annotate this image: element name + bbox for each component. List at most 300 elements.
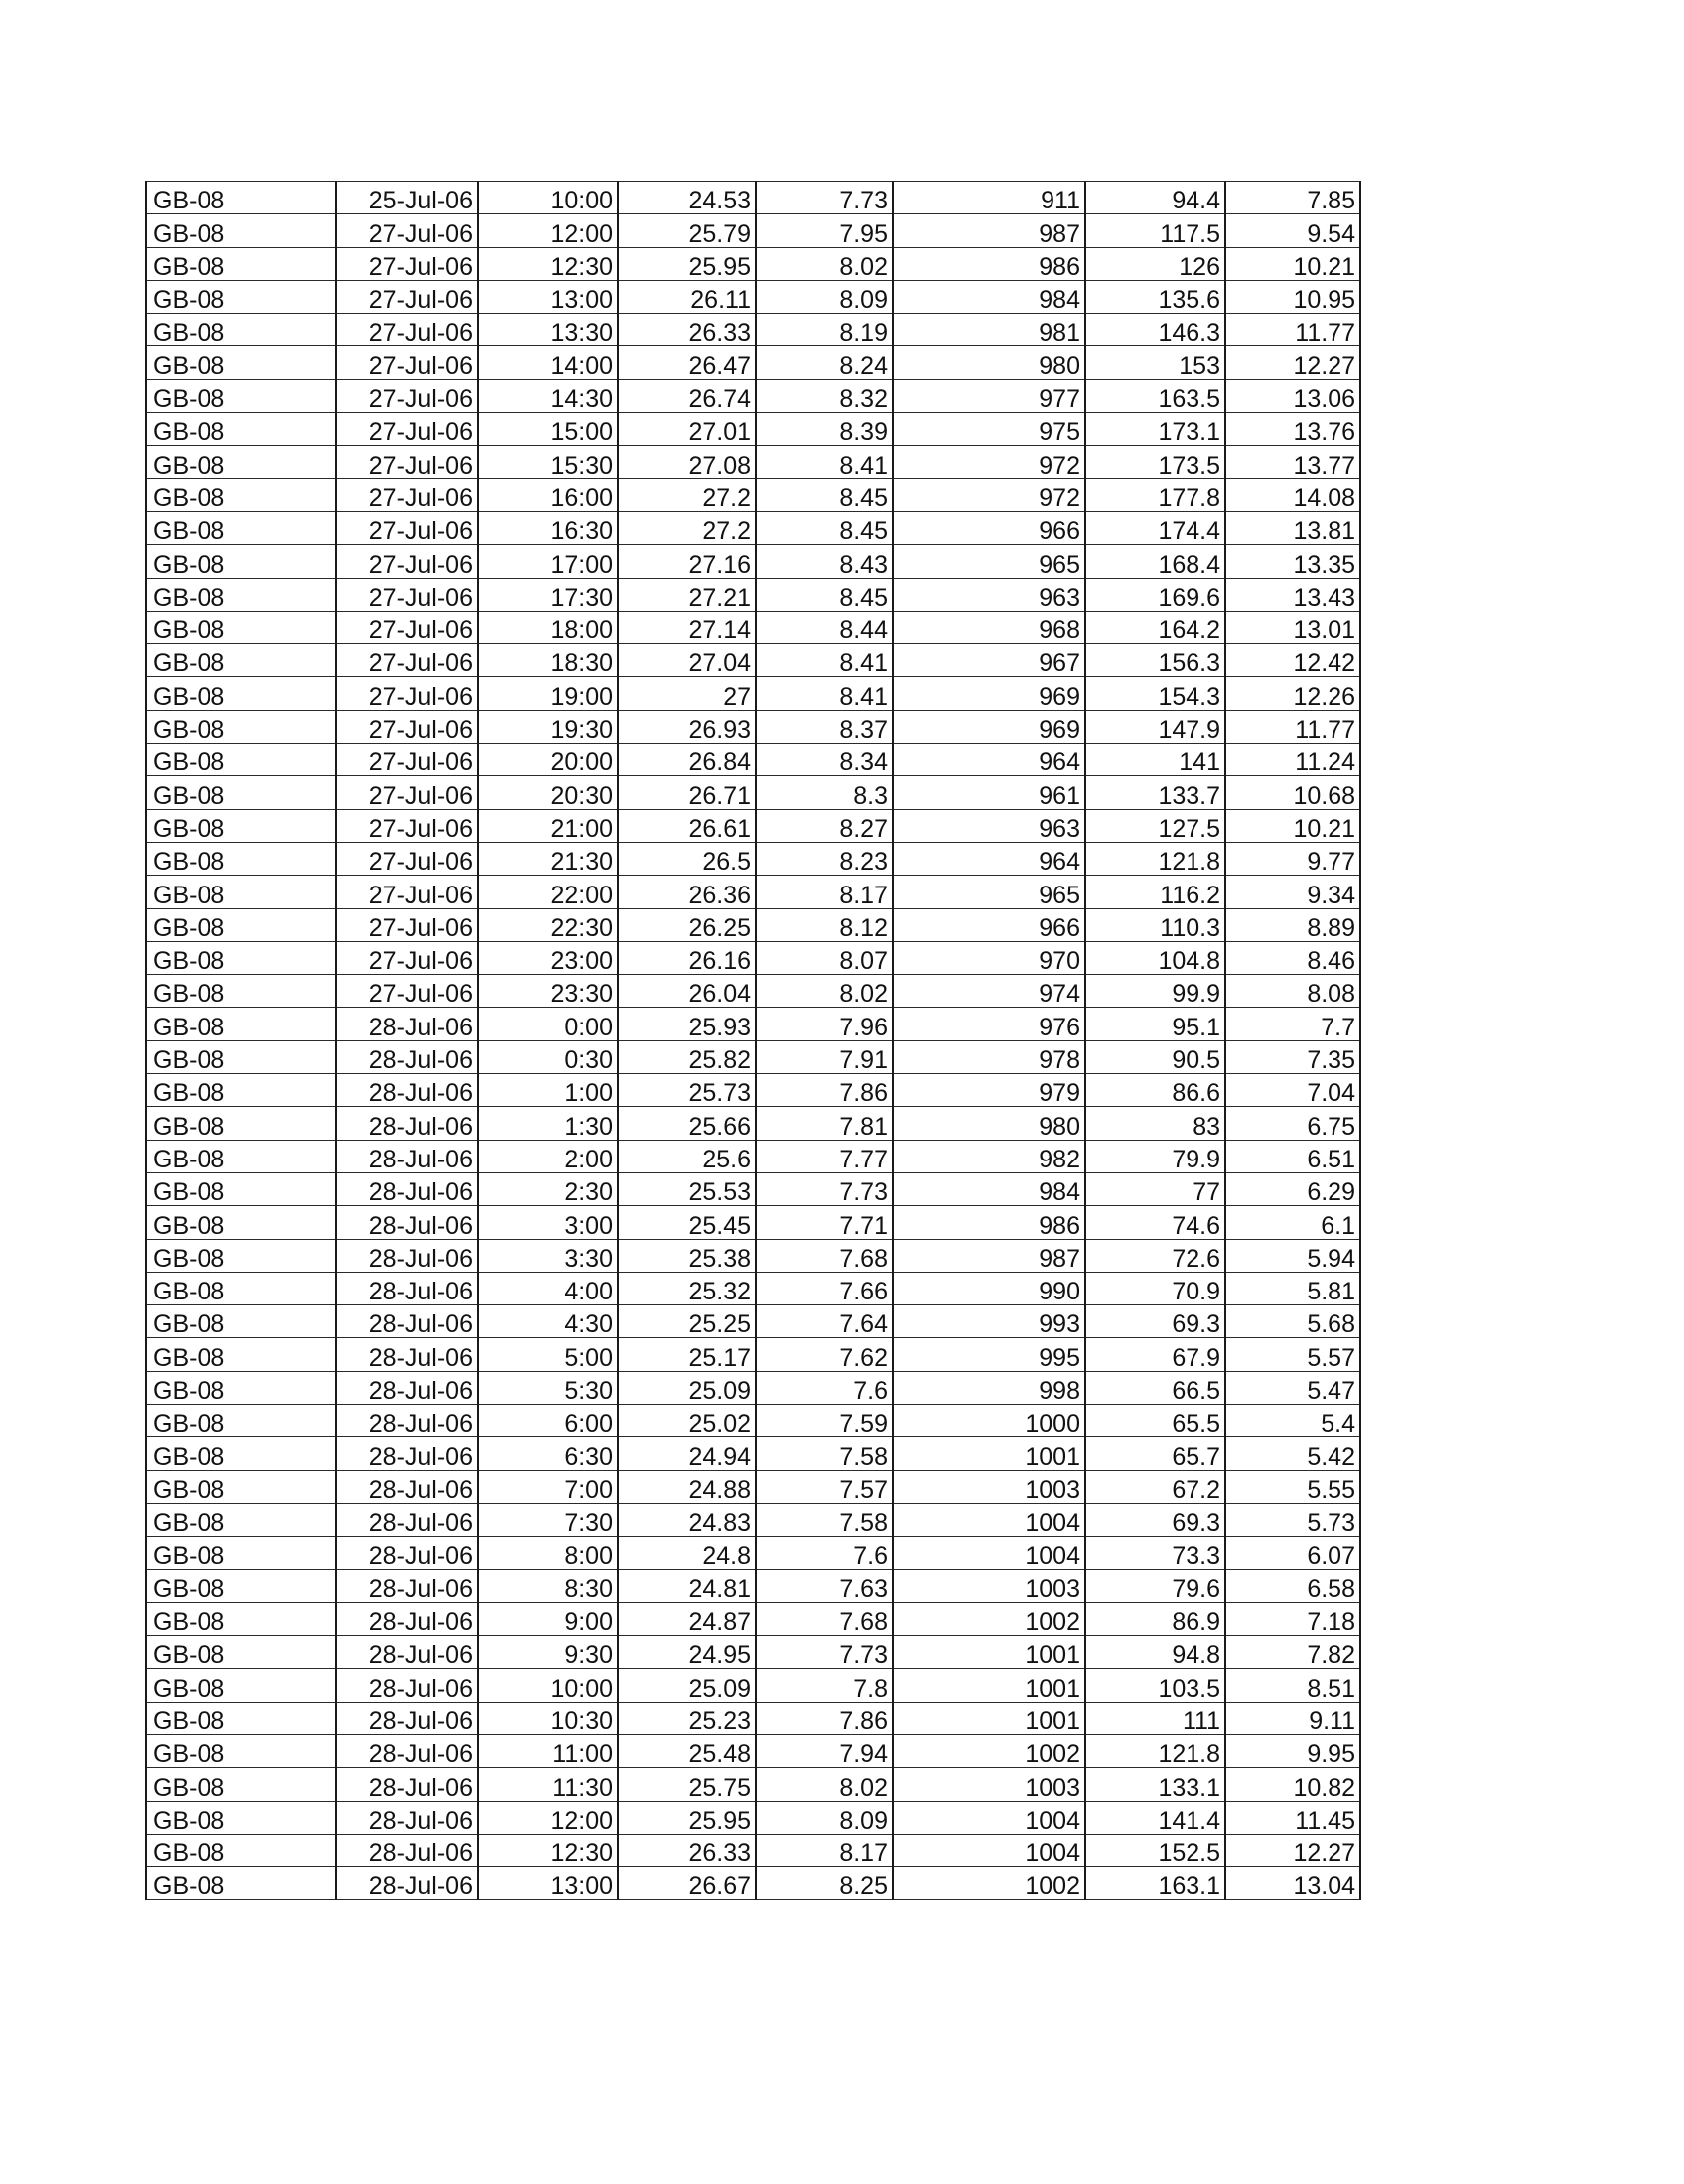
value-cell-5: 5.68: [1225, 1305, 1360, 1338]
date-cell: 28-Jul-06: [336, 1702, 478, 1734]
value-cell-3: 1003: [893, 1768, 1085, 1801]
table-row: [146, 809, 1360, 842]
time-cell: 13:30: [478, 314, 618, 346]
date-cell: 27-Jul-06: [336, 710, 478, 743]
station-cell: GB-08: [146, 1602, 336, 1635]
value-cell-5: 12.26: [1225, 677, 1360, 710]
value-cell-3: 1004: [893, 1834, 1085, 1866]
date-cell: 27-Jul-06: [336, 247, 478, 280]
date-cell: 28-Jul-06: [336, 1371, 478, 1404]
value-cell-4: 164.2: [1085, 611, 1225, 643]
value-cell-3: 976: [893, 1008, 1085, 1040]
value-cell-2: 7.57: [756, 1470, 893, 1503]
value-cell-1: 25.82: [618, 1040, 756, 1073]
value-cell-4: 153: [1085, 346, 1225, 379]
value-cell-4: 110.3: [1085, 908, 1225, 941]
value-cell-5: 5.57: [1225, 1338, 1360, 1371]
table-row: [146, 379, 1360, 412]
station-cell: GB-08: [146, 346, 336, 379]
time-cell: 10:00: [478, 1669, 618, 1702]
value-cell-2: 7.68: [756, 1239, 893, 1272]
value-cell-4: 135.6: [1085, 280, 1225, 313]
value-cell-3: 1004: [893, 1537, 1085, 1570]
value-cell-4: 111: [1085, 1702, 1225, 1734]
value-cell-1: 27.01: [618, 413, 756, 446]
value-cell-5: 12.42: [1225, 644, 1360, 677]
value-cell-3: 1003: [893, 1570, 1085, 1602]
value-cell-1: 24.95: [618, 1636, 756, 1669]
value-cell-1: 27.08: [618, 446, 756, 478]
value-cell-1: 26.93: [618, 710, 756, 743]
table-row: [146, 1140, 1360, 1172]
value-cell-1: 24.8: [618, 1537, 756, 1570]
value-cell-2: 7.73: [756, 1172, 893, 1205]
station-cell: GB-08: [146, 1867, 336, 1900]
value-cell-2: 8.23: [756, 842, 893, 875]
date-cell: 27-Jul-06: [336, 346, 478, 379]
value-cell-1: 26.74: [618, 379, 756, 412]
value-cell-1: 25.95: [618, 1801, 756, 1834]
date-cell: 27-Jul-06: [336, 545, 478, 578]
value-cell-5: 13.06: [1225, 379, 1360, 412]
value-cell-5: 13.01: [1225, 611, 1360, 643]
value-cell-3: 968: [893, 611, 1085, 643]
value-cell-5: 5.55: [1225, 1470, 1360, 1503]
value-cell-2: 7.64: [756, 1305, 893, 1338]
value-cell-1: 26.04: [618, 975, 756, 1008]
table-body: [146, 182, 1360, 1900]
value-cell-4: 141: [1085, 744, 1225, 776]
value-cell-5: 7.7: [1225, 1008, 1360, 1040]
value-cell-4: 86.9: [1085, 1602, 1225, 1635]
time-cell: 1:00: [478, 1074, 618, 1107]
time-cell: 0:30: [478, 1040, 618, 1073]
station-cell: GB-08: [146, 1734, 336, 1767]
value-cell-3: 1004: [893, 1503, 1085, 1536]
value-cell-3: 965: [893, 876, 1085, 908]
station-cell: GB-08: [146, 1470, 336, 1503]
value-cell-3: 974: [893, 975, 1085, 1008]
station-cell: GB-08: [146, 182, 336, 214]
value-cell-5: 5.81: [1225, 1272, 1360, 1304]
value-cell-4: 116.2: [1085, 876, 1225, 908]
value-cell-1: 27.04: [618, 644, 756, 677]
time-cell: 12:30: [478, 1834, 618, 1866]
table-row: [146, 1834, 1360, 1866]
value-cell-4: 67.9: [1085, 1338, 1225, 1371]
table-row: [146, 644, 1360, 677]
value-cell-4: 103.5: [1085, 1669, 1225, 1702]
time-cell: 13:00: [478, 1867, 618, 1900]
value-cell-4: 66.5: [1085, 1371, 1225, 1404]
value-cell-1: 26.47: [618, 346, 756, 379]
date-cell: 28-Jul-06: [336, 1140, 478, 1172]
value-cell-3: 963: [893, 578, 1085, 611]
table-row: [146, 776, 1360, 809]
value-cell-2: 8.19: [756, 314, 893, 346]
station-cell: GB-08: [146, 1834, 336, 1866]
date-cell: 27-Jul-06: [336, 280, 478, 313]
date-cell: 27-Jul-06: [336, 941, 478, 974]
value-cell-5: 7.82: [1225, 1636, 1360, 1669]
value-cell-2: 7.86: [756, 1702, 893, 1734]
value-cell-1: 24.83: [618, 1503, 756, 1536]
time-cell: 19:30: [478, 710, 618, 743]
station-cell: GB-08: [146, 941, 336, 974]
value-cell-5: 10.82: [1225, 1768, 1360, 1801]
value-cell-4: 86.6: [1085, 1074, 1225, 1107]
value-cell-3: 977: [893, 379, 1085, 412]
date-cell: 28-Jul-06: [336, 1768, 478, 1801]
value-cell-4: 77: [1085, 1172, 1225, 1205]
value-cell-3: 961: [893, 776, 1085, 809]
value-cell-5: 6.07: [1225, 1537, 1360, 1570]
table-row: [146, 578, 1360, 611]
table-row: [146, 446, 1360, 478]
value-cell-4: 65.7: [1085, 1437, 1225, 1470]
value-cell-1: 25.48: [618, 1734, 756, 1767]
value-cell-5: 7.04: [1225, 1074, 1360, 1107]
station-cell: GB-08: [146, 1008, 336, 1040]
value-cell-2: 7.58: [756, 1503, 893, 1536]
time-cell: 20:00: [478, 744, 618, 776]
value-cell-5: 10.21: [1225, 247, 1360, 280]
value-cell-2: 8.17: [756, 876, 893, 908]
time-cell: 16:30: [478, 511, 618, 544]
table-row: [146, 941, 1360, 974]
station-cell: GB-08: [146, 1107, 336, 1140]
value-cell-5: 6.75: [1225, 1107, 1360, 1140]
value-cell-4: 95.1: [1085, 1008, 1225, 1040]
value-cell-3: 1001: [893, 1437, 1085, 1470]
value-cell-1: 26.16: [618, 941, 756, 974]
station-cell: GB-08: [146, 744, 336, 776]
time-cell: 5:30: [478, 1371, 618, 1404]
value-cell-4: 168.4: [1085, 545, 1225, 578]
value-cell-2: 7.91: [756, 1040, 893, 1073]
station-cell: GB-08: [146, 611, 336, 643]
value-cell-1: 25.17: [618, 1338, 756, 1371]
value-cell-4: 173.5: [1085, 446, 1225, 478]
time-cell: 9:30: [478, 1636, 618, 1669]
value-cell-3: 1003: [893, 1470, 1085, 1503]
station-cell: GB-08: [146, 1074, 336, 1107]
time-cell: 18:30: [478, 644, 618, 677]
time-cell: 8:00: [478, 1537, 618, 1570]
value-cell-3: 969: [893, 677, 1085, 710]
value-cell-1: 25.02: [618, 1404, 756, 1436]
value-cell-5: 11.45: [1225, 1801, 1360, 1834]
value-cell-5: 6.51: [1225, 1140, 1360, 1172]
data-table: [145, 181, 1361, 1900]
value-cell-2: 7.6: [756, 1371, 893, 1404]
value-cell-3: 972: [893, 446, 1085, 478]
value-cell-1: 25.23: [618, 1702, 756, 1734]
value-cell-2: 7.8: [756, 1669, 893, 1702]
value-cell-2: 7.73: [756, 182, 893, 214]
time-cell: 10:30: [478, 1702, 618, 1734]
value-cell-3: 966: [893, 511, 1085, 544]
date-cell: 28-Jul-06: [336, 1404, 478, 1436]
date-cell: 27-Jul-06: [336, 975, 478, 1008]
table-row: [146, 1537, 1360, 1570]
value-cell-5: 13.04: [1225, 1867, 1360, 1900]
value-cell-2: 8.09: [756, 1801, 893, 1834]
time-cell: 8:30: [478, 1570, 618, 1602]
value-cell-2: 8.32: [756, 379, 893, 412]
table-row: [146, 975, 1360, 1008]
value-cell-1: 26.33: [618, 1834, 756, 1866]
time-cell: 20:30: [478, 776, 618, 809]
value-cell-3: 970: [893, 941, 1085, 974]
value-cell-3: 964: [893, 842, 1085, 875]
date-cell: 28-Jul-06: [336, 1503, 478, 1536]
value-cell-4: 141.4: [1085, 1801, 1225, 1834]
value-cell-1: 25.32: [618, 1272, 756, 1304]
table-row: [146, 1437, 1360, 1470]
time-cell: 2:00: [478, 1140, 618, 1172]
value-cell-1: 25.75: [618, 1768, 756, 1801]
table-row: [146, 314, 1360, 346]
value-cell-3: 963: [893, 809, 1085, 842]
value-cell-2: 7.59: [756, 1404, 893, 1436]
time-cell: 7:30: [478, 1503, 618, 1536]
value-cell-5: 10.95: [1225, 280, 1360, 313]
value-cell-3: 986: [893, 1206, 1085, 1239]
station-cell: GB-08: [146, 876, 336, 908]
date-cell: 28-Jul-06: [336, 1669, 478, 1702]
time-cell: 21:00: [478, 809, 618, 842]
station-cell: GB-08: [146, 1702, 336, 1734]
station-cell: GB-08: [146, 1404, 336, 1436]
time-cell: 12:00: [478, 1801, 618, 1834]
date-cell: 27-Jul-06: [336, 413, 478, 446]
table-row: [146, 677, 1360, 710]
station-cell: GB-08: [146, 247, 336, 280]
value-cell-5: 5.73: [1225, 1503, 1360, 1536]
value-cell-3: 986: [893, 247, 1085, 280]
station-cell: GB-08: [146, 1140, 336, 1172]
value-cell-4: 94.8: [1085, 1636, 1225, 1669]
value-cell-1: 26.11: [618, 280, 756, 313]
time-cell: 2:30: [478, 1172, 618, 1205]
station-cell: GB-08: [146, 644, 336, 677]
station-cell: GB-08: [146, 280, 336, 313]
date-cell: 27-Jul-06: [336, 876, 478, 908]
time-cell: 23:30: [478, 975, 618, 1008]
value-cell-2: 7.77: [756, 1140, 893, 1172]
value-cell-5: 7.18: [1225, 1602, 1360, 1635]
value-cell-2: 7.86: [756, 1074, 893, 1107]
value-cell-1: 26.61: [618, 809, 756, 842]
time-cell: 11:00: [478, 1734, 618, 1767]
value-cell-1: 25.53: [618, 1172, 756, 1205]
value-cell-1: 25.66: [618, 1107, 756, 1140]
value-cell-1: 26.33: [618, 314, 756, 346]
table-row: [146, 1404, 1360, 1436]
table-row: [146, 1172, 1360, 1205]
value-cell-1: 24.87: [618, 1602, 756, 1635]
date-cell: 28-Jul-06: [336, 1867, 478, 1900]
value-cell-4: 121.8: [1085, 842, 1225, 875]
date-cell: 28-Jul-06: [336, 1206, 478, 1239]
station-cell: GB-08: [146, 1537, 336, 1570]
value-cell-1: 25.79: [618, 214, 756, 247]
time-cell: 0:00: [478, 1008, 618, 1040]
value-cell-5: 13.43: [1225, 578, 1360, 611]
value-cell-2: 8.44: [756, 611, 893, 643]
value-cell-5: 13.76: [1225, 413, 1360, 446]
value-cell-3: 979: [893, 1074, 1085, 1107]
time-cell: 22:00: [478, 876, 618, 908]
table-row: [146, 710, 1360, 743]
value-cell-3: 982: [893, 1140, 1085, 1172]
value-cell-2: 8.02: [756, 247, 893, 280]
value-cell-1: 27.21: [618, 578, 756, 611]
value-cell-3: 980: [893, 346, 1085, 379]
station-cell: GB-08: [146, 1570, 336, 1602]
value-cell-3: 995: [893, 1338, 1085, 1371]
time-cell: 17:00: [478, 545, 618, 578]
value-cell-2: 8.45: [756, 578, 893, 611]
value-cell-4: 146.3: [1085, 314, 1225, 346]
time-cell: 3:30: [478, 1239, 618, 1272]
table-row: [146, 744, 1360, 776]
value-cell-4: 163.5: [1085, 379, 1225, 412]
value-cell-2: 7.73: [756, 1636, 893, 1669]
value-cell-1: 26.67: [618, 1867, 756, 1900]
date-cell: 28-Jul-06: [336, 1239, 478, 1272]
value-cell-5: 8.51: [1225, 1669, 1360, 1702]
date-cell: 28-Jul-06: [336, 1570, 478, 1602]
time-cell: 14:00: [478, 346, 618, 379]
station-cell: GB-08: [146, 1768, 336, 1801]
time-cell: 4:30: [478, 1305, 618, 1338]
date-cell: 27-Jul-06: [336, 379, 478, 412]
time-cell: 14:30: [478, 379, 618, 412]
station-cell: GB-08: [146, 379, 336, 412]
table-row: [146, 908, 1360, 941]
value-cell-2: 8.37: [756, 710, 893, 743]
station-cell: GB-08: [146, 710, 336, 743]
value-cell-5: 10.68: [1225, 776, 1360, 809]
value-cell-4: 70.9: [1085, 1272, 1225, 1304]
station-cell: GB-08: [146, 1669, 336, 1702]
value-cell-4: 74.6: [1085, 1206, 1225, 1239]
value-cell-3: 998: [893, 1371, 1085, 1404]
date-cell: 28-Jul-06: [336, 1437, 478, 1470]
value-cell-3: 966: [893, 908, 1085, 941]
station-cell: GB-08: [146, 478, 336, 511]
value-cell-1: 27.2: [618, 511, 756, 544]
table-row: [146, 1008, 1360, 1040]
value-cell-5: 8.89: [1225, 908, 1360, 941]
value-cell-5: 5.94: [1225, 1239, 1360, 1272]
value-cell-2: 8.02: [756, 975, 893, 1008]
value-cell-3: 987: [893, 1239, 1085, 1272]
value-cell-5: 8.08: [1225, 975, 1360, 1008]
time-cell: 22:30: [478, 908, 618, 941]
value-cell-1: 25.09: [618, 1669, 756, 1702]
table-row: [146, 842, 1360, 875]
table-row: [146, 280, 1360, 313]
table-row: [146, 1570, 1360, 1602]
station-cell: GB-08: [146, 908, 336, 941]
value-cell-3: 984: [893, 1172, 1085, 1205]
value-cell-1: 26.36: [618, 876, 756, 908]
station-cell: GB-08: [146, 809, 336, 842]
time-cell: 15:30: [478, 446, 618, 478]
value-cell-2: 7.63: [756, 1570, 893, 1602]
value-cell-3: 984: [893, 280, 1085, 313]
date-cell: 27-Jul-06: [336, 809, 478, 842]
date-cell: 27-Jul-06: [336, 611, 478, 643]
station-cell: GB-08: [146, 214, 336, 247]
value-cell-5: 11.77: [1225, 314, 1360, 346]
value-cell-4: 99.9: [1085, 975, 1225, 1008]
value-cell-2: 8.41: [756, 446, 893, 478]
value-cell-1: 27.16: [618, 545, 756, 578]
station-cell: GB-08: [146, 776, 336, 809]
station-cell: GB-08: [146, 1305, 336, 1338]
value-cell-5: 9.34: [1225, 876, 1360, 908]
value-cell-5: 13.77: [1225, 446, 1360, 478]
value-cell-1: 26.71: [618, 776, 756, 809]
value-cell-4: 121.8: [1085, 1734, 1225, 1767]
time-cell: 18:00: [478, 611, 618, 643]
value-cell-4: 174.4: [1085, 511, 1225, 544]
table-row: [146, 1107, 1360, 1140]
value-cell-3: 911: [893, 182, 1085, 214]
value-cell-1: 25.38: [618, 1239, 756, 1272]
value-cell-4: 65.5: [1085, 1404, 1225, 1436]
station-cell: GB-08: [146, 545, 336, 578]
value-cell-2: 8.43: [756, 545, 893, 578]
station-cell: GB-08: [146, 975, 336, 1008]
date-cell: 27-Jul-06: [336, 677, 478, 710]
date-cell: 28-Jul-06: [336, 1734, 478, 1767]
value-cell-1: 25.09: [618, 1371, 756, 1404]
time-cell: 3:00: [478, 1206, 618, 1239]
time-cell: 17:30: [478, 578, 618, 611]
table-row: [146, 413, 1360, 446]
table-row: [146, 1768, 1360, 1801]
station-cell: GB-08: [146, 1801, 336, 1834]
value-cell-5: 6.58: [1225, 1570, 1360, 1602]
station-cell: GB-08: [146, 1437, 336, 1470]
value-cell-1: 26.84: [618, 744, 756, 776]
value-cell-4: 169.6: [1085, 578, 1225, 611]
value-cell-2: 8.41: [756, 677, 893, 710]
value-cell-5: 14.08: [1225, 478, 1360, 511]
value-cell-3: 972: [893, 478, 1085, 511]
table-row: [146, 1801, 1360, 1834]
value-cell-1: 27.14: [618, 611, 756, 643]
value-cell-4: 117.5: [1085, 214, 1225, 247]
date-cell: 28-Jul-06: [336, 1834, 478, 1866]
value-cell-4: 177.8: [1085, 478, 1225, 511]
value-cell-5: 5.47: [1225, 1371, 1360, 1404]
value-cell-4: 147.9: [1085, 710, 1225, 743]
value-cell-5: 11.24: [1225, 744, 1360, 776]
value-cell-4: 72.6: [1085, 1239, 1225, 1272]
time-cell: 16:00: [478, 478, 618, 511]
time-cell: 10:00: [478, 182, 618, 214]
value-cell-2: 8.45: [756, 478, 893, 511]
date-cell: 28-Jul-06: [336, 1040, 478, 1073]
table-row: [146, 1040, 1360, 1073]
date-cell: 28-Jul-06: [336, 1470, 478, 1503]
